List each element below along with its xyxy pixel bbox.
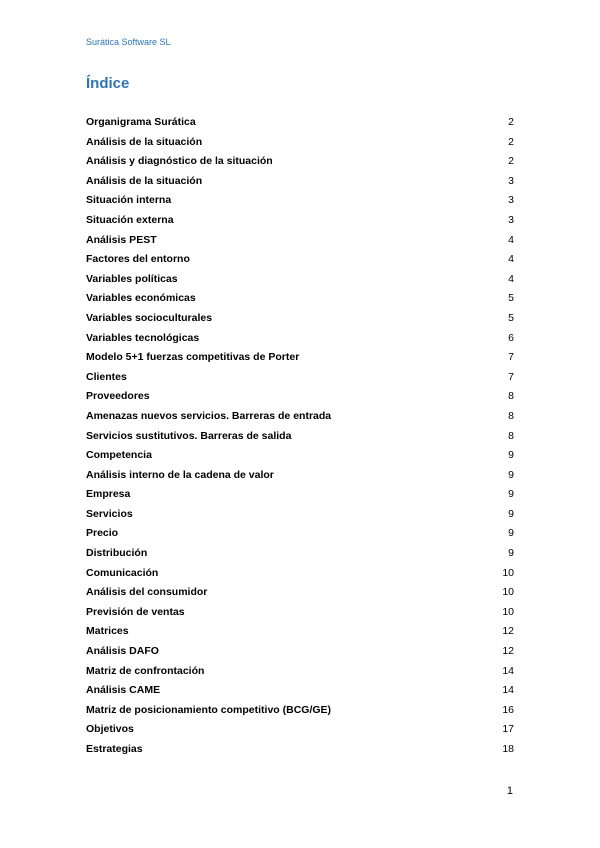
- toc-entry-page: 3: [508, 213, 514, 226]
- toc-entry-page: 4: [508, 272, 514, 285]
- toc-entry[interactable]: [86, 642, 514, 662]
- toc-entry[interactable]: [86, 387, 514, 407]
- toc-entry-title: Amenazas nuevos servicios. Barreras de entrada: [86, 409, 332, 422]
- toc-entry[interactable]: [86, 368, 514, 388]
- toc-entry-title: Objetivos: [86, 723, 134, 736]
- toc-entry[interactable]: [86, 720, 514, 740]
- toc-entry-page: 5: [508, 292, 514, 305]
- toc-entry-page: 3: [508, 194, 514, 207]
- toc-entry[interactable]: [86, 191, 514, 211]
- toc-entry[interactable]: [86, 172, 514, 192]
- toc-entry-page: 9: [508, 468, 514, 481]
- toc-entry[interactable]: [86, 466, 514, 486]
- toc-entry[interactable]: [86, 113, 514, 133]
- toc-entry-title: Situación externa: [86, 213, 174, 226]
- toc-entry-title: Análisis interno de la cadena de valor: [86, 468, 274, 481]
- toc-entry[interactable]: [86, 152, 514, 172]
- toc-entry[interactable]: [86, 701, 514, 721]
- toc-entry[interactable]: [86, 407, 514, 427]
- toc-entry-title: Análisis de la situación: [86, 135, 203, 148]
- toc-entry[interactable]: [86, 289, 514, 309]
- toc-entry[interactable]: [86, 270, 514, 290]
- toc-entry-title: Variables socioculturales: [86, 311, 213, 324]
- toc-entry[interactable]: [86, 603, 514, 623]
- toc-entry-title: Matriz de posicionamiento competitivo (BCG/GE): [86, 703, 332, 716]
- toc-entry-title: Estrategias: [86, 743, 143, 755]
- toc-entry-page: 12: [502, 645, 514, 658]
- page-header: Surática Software SL: [86, 37, 171, 47]
- toc-entry-page: 4: [508, 253, 514, 266]
- toc-entry-page: 9: [508, 507, 514, 520]
- toc-entry-page: 14: [502, 664, 514, 677]
- toc-entry-page: 3: [508, 174, 514, 187]
- toc-entry-title: Distribución: [86, 547, 148, 560]
- toc-entry-title: Organigrama Surática: [86, 116, 196, 128]
- toc-entry-title: Análisis CAME: [86, 684, 161, 697]
- toc-entry-title: Comunicación: [86, 566, 159, 579]
- toc-entry[interactable]: [86, 348, 514, 368]
- toc-entry[interactable]: [86, 446, 514, 466]
- toc-entry-title: Clientes: [86, 370, 127, 383]
- page-number: 1: [506, 785, 513, 797]
- toc-entry-title: Proveedores: [86, 390, 150, 403]
- toc-entry[interactable]: [86, 681, 514, 701]
- toc-entry[interactable]: [86, 485, 514, 505]
- toc-entry[interactable]: [86, 133, 514, 153]
- toc-entry-title: Factores del entorno: [86, 253, 190, 266]
- toc-entry-page: 2: [508, 135, 514, 148]
- toc-entry-title: Análisis y diagnóstico de la situación: [86, 155, 273, 168]
- toc-entry-page: 9: [508, 547, 514, 560]
- toc-entry-title: Competencia: [86, 449, 152, 462]
- toc-entry-page: 16: [502, 703, 514, 716]
- toc-entry[interactable]: [86, 564, 514, 584]
- toc-entry-page: 9: [508, 488, 514, 501]
- toc-entry[interactable]: [86, 505, 514, 525]
- toc-entry-title: Matrices: [86, 625, 129, 638]
- toc-entry[interactable]: [86, 524, 514, 544]
- toc-entry-page: 2: [508, 116, 514, 128]
- toc-entry-title: Previsión de ventas: [86, 605, 185, 618]
- table-of-contents: [86, 113, 514, 760]
- toc-entry-title: Análisis PEST: [86, 233, 157, 246]
- toc-entry-page: 7: [508, 351, 514, 364]
- toc-entry-page: 18: [502, 743, 514, 755]
- toc-entry[interactable]: [86, 309, 514, 329]
- toc-entry[interactable]: [86, 427, 514, 447]
- toc-entry-page: 12: [502, 625, 514, 638]
- toc-entry-title: Matriz de confrontación: [86, 664, 205, 677]
- toc-entry-page: 17: [502, 723, 514, 736]
- toc-entry-title: Variables políticas: [86, 272, 178, 285]
- toc-entry-page: 4: [508, 233, 514, 246]
- toc-entry[interactable]: [86, 740, 514, 760]
- toc-entry-title: Análisis de la situación: [86, 174, 203, 187]
- toc-entry-title: Servicios sustitutivos. Barreras de salida: [86, 429, 292, 442]
- toc-entry-page: 6: [508, 331, 514, 344]
- toc-entry-page: 10: [502, 605, 514, 618]
- toc-entry-page: 14: [502, 684, 514, 697]
- toc-entry-title: Análisis DAFO: [86, 645, 159, 658]
- toc-entry-title: Análisis del consumidor: [86, 586, 208, 599]
- toc-entry-title: Precio: [86, 527, 119, 540]
- toc-entry-page: 9: [508, 449, 514, 462]
- toc-entry-page: 2: [508, 155, 514, 168]
- toc-entry-page: 10: [502, 586, 514, 599]
- toc-entry-title: Modelo 5+1 fuerzas competitivas de Porter: [86, 351, 300, 364]
- toc-entry-page: 8: [508, 429, 514, 442]
- toc-entry-title: Variables económicas: [86, 292, 196, 305]
- toc-entry-page: 5: [508, 311, 514, 324]
- toc-entry-title: Servicios: [86, 507, 133, 520]
- toc-entry[interactable]: [86, 583, 514, 603]
- toc-entry[interactable]: [86, 662, 514, 682]
- toc-entry[interactable]: [86, 231, 514, 251]
- toc-entry-page: 10: [502, 566, 514, 579]
- toc-entry[interactable]: [86, 211, 514, 231]
- toc-entry-title: Variables tecnológicas: [86, 331, 200, 344]
- toc-entry-page: 7: [508, 370, 514, 383]
- toc-entry[interactable]: [86, 622, 514, 642]
- toc-entry-title: Situación interna: [86, 194, 172, 207]
- toc-entry-page: 8: [508, 409, 514, 422]
- toc-entry-page: 8: [508, 390, 514, 403]
- toc-entry[interactable]: [86, 329, 514, 349]
- toc-entry-page: 9: [508, 527, 514, 540]
- toc-entry[interactable]: [86, 250, 514, 270]
- page-title: Índice: [86, 75, 130, 92]
- toc-entry[interactable]: [86, 544, 514, 564]
- toc-entry-title: Empresa: [86, 488, 131, 501]
